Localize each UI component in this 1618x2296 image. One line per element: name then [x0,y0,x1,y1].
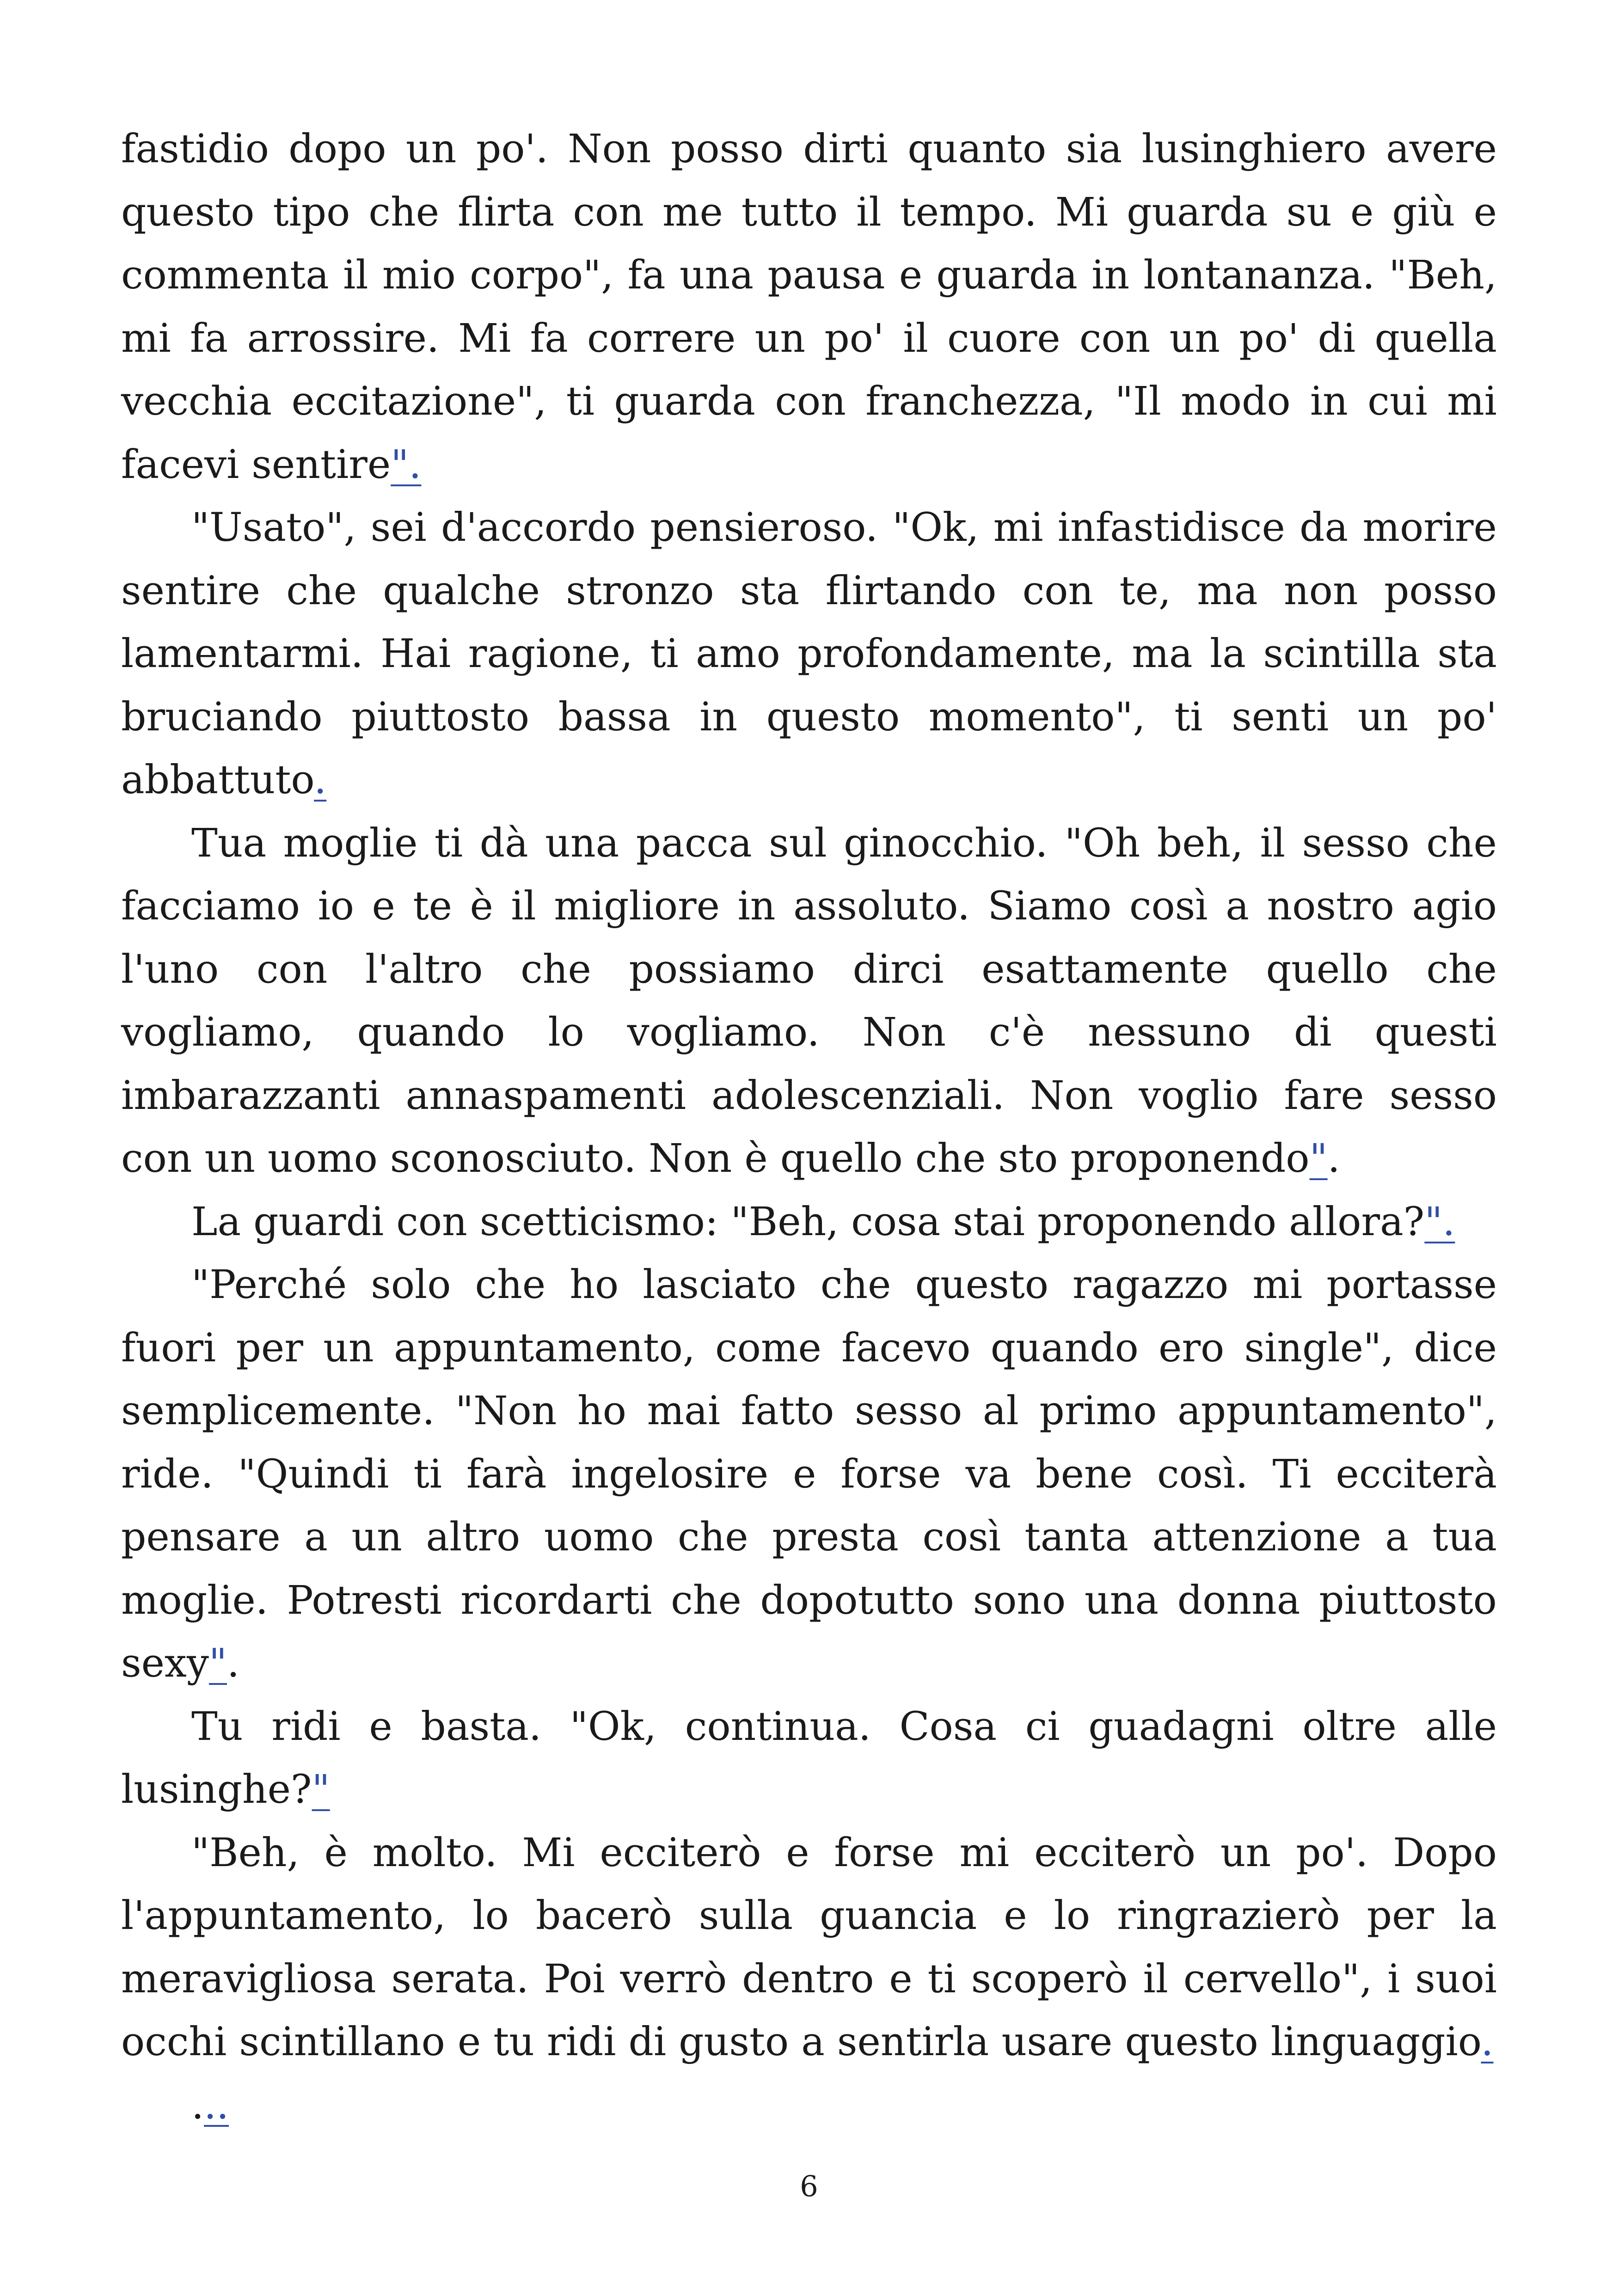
paragraph [121,118,1497,496]
footnote-link[interactable]: " [208,1641,227,1686]
footnote-link[interactable]: " [312,1767,330,1812]
paragraph [121,2074,1497,2137]
paragraph-text: "Beh, è molto. Mi ecciterò e forse mi ecciterò un po'. Dopo l'appuntamento, lo bacerò sulla guancia e lo ringrazierò per la meravigliosa serata. Poi verrò dentro e ti scoperò il cervello", i suoi occhi scintillano e tu ridi di gusto a sentirla usare questo linguaggio [121,1830,1497,2065]
paragraph [121,1254,1497,1696]
footnote-link[interactable]: ". [391,441,422,488]
paragraph-tail: . [1327,1136,1340,1182]
paragraph [121,812,1497,1191]
paragraph-text: "Perché solo che ho lasciato che questo ragazzo mi portasse fuori per un appuntamento, come facevo quando ero single", dice semplicemente. "Non ho mai fatto sesso al primo appuntamento", ride. "Quindi ti farà ingelosire e forse va bene così. Ti ecciterà pensare a un altro uomo che presta così tanta attenzione a tua moglie. Potresti ricordarti che dopotutto sono una donna piuttosto sexy [121,1262,1497,1686]
paragraph [121,1822,1497,2074]
paragraph [121,1696,1497,1822]
footnote-link[interactable]: " [1309,1136,1328,1182]
paragraph [121,1191,1497,1254]
paragraph-text: fastidio dopo un po'. Non posso dirti quanto sia lusinghiero avere questo tipo che flirta con me tutto il tempo. Mi guarda su e giù e commenta il mio corpo", fa una pausa e guarda in lontananza. "Beh, mi fa arrossire. Mi fa correre un po' il cuore con un po' di quella vecchia eccitazione", ti guarda con franchezza, "Il modo in cui mi facevi sentire [121,126,1497,488]
page-number: 6 [800,2169,818,2203]
paragraph-text: "Usato", sei d'accordo pensieroso. "Ok, mi infastidisce da morire sentire che qualche stronzo sta flirtando con te, ma non posso lamentarmi. Hai ragione, ti amo profondamente, ma la scintilla sta bruciando piuttosto bassa in questo momento", ti senti un po' abbattuto [121,505,1497,803]
paragraph-text: . [191,2082,204,2128]
footnote-link[interactable]: . [314,757,327,803]
paragraph-text: Tu ridi e basta. "Ok, continua. Cosa ci guadagni oltre alle lusinghe? [121,1703,1497,1812]
footnote-link[interactable]: .. [204,2082,229,2128]
paragraph-text: La guardi con scetticismo: "Beh, cosa stai proponendo allora? [191,1199,1425,1245]
paragraph-tail: . [227,1641,240,1686]
page-body [121,118,1497,2137]
paragraph-text: Tua moglie ti dà una pacca sul ginocchio. "Oh beh, il sesso che facciamo io e te è il migliore in assoluto. Siamo così a nostro agio l'uno con l'altro che possiamo dirci esattamente quello che vogliamo, quando lo vogliamo. Non c'è nessuno di questi imbarazzanti annaspamenti adolescenziali. Non voglio fare sesso con un uomo sconosciuto. Non è quello che sto proponendo [121,820,1497,1182]
paragraph [121,496,1497,812]
footnote-link[interactable]: . [1481,2019,1494,2065]
footnote-link[interactable]: ". [1424,1199,1455,1245]
